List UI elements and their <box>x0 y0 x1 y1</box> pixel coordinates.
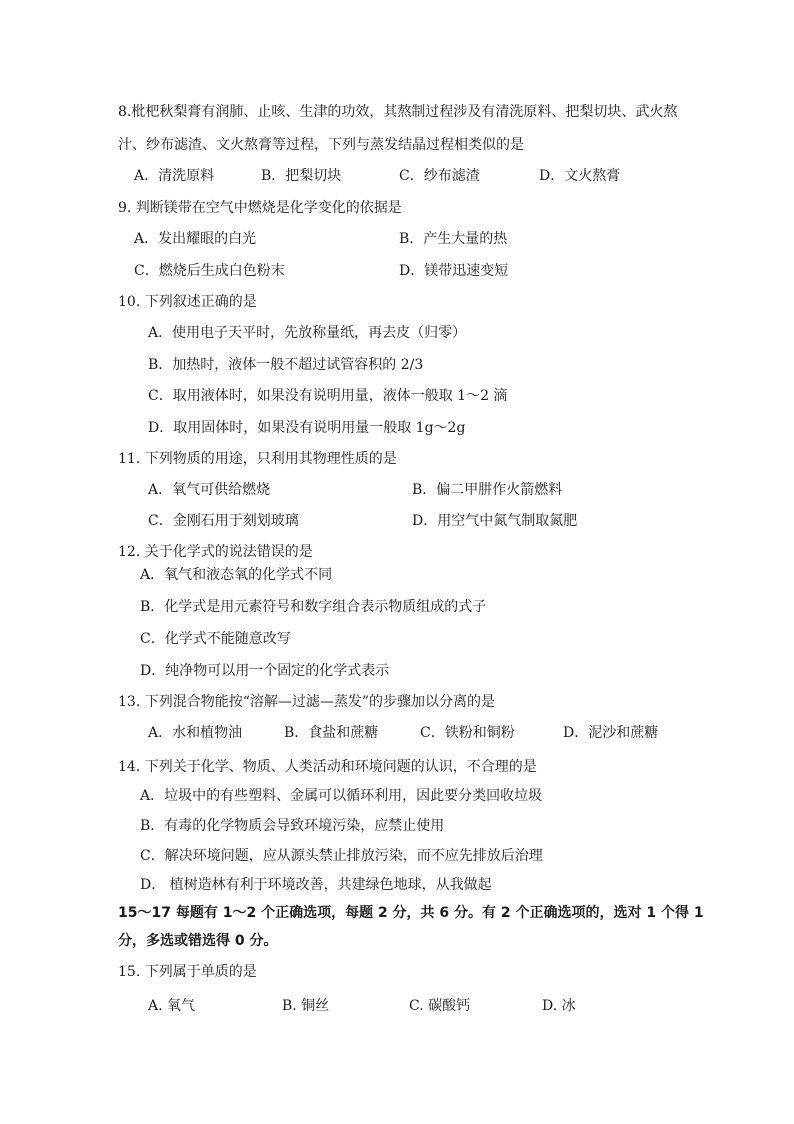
q12-option-c: C．化学式不能随意改写 <box>140 631 291 647</box>
q11-option-a: A．氧气可供给燃烧 <box>148 482 271 498</box>
q14-option-b: B．有毒的化学物质会导致环境污染，应禁止使用 <box>140 818 445 834</box>
q15-option-b: B. 铜丝 <box>282 998 330 1014</box>
q11-option-b: B．偏二甲肼作火箭燃料 <box>412 482 563 498</box>
q11-option-d: D．用空气中氮气制取氮肥 <box>412 513 578 529</box>
q15-stem: 15. 下列属于单质的是 <box>118 964 257 980</box>
q15-option-d: D. 冰 <box>542 998 576 1014</box>
q15-option-c: C. 碳酸钙 <box>409 998 471 1014</box>
q8-stem-line1: 8.枇杷秋梨膏有润肺、止咳、生津的功效，其熬制过程涉及有清洗原料、把梨切块、武火熬 <box>118 104 678 120</box>
q9-option-a: A．发出耀眼的白光 <box>134 231 257 247</box>
section-instruction-line1: 15～17 每题有 1～2 个正确选项，每题 2 分，共 6 分。有 2 个正确选项的，选对 1 个得 1 <box>118 905 704 921</box>
q8-option-a: A．清洗原料 <box>134 168 215 184</box>
q10-option-b: B．加热时，液体一般不超过试管容积的 2/3 <box>148 357 424 373</box>
q13-option-a: A．水和植物油 <box>148 725 243 741</box>
q9-stem: 9. 判断镁带在空气中燃烧是化学变化的依据是 <box>118 200 402 216</box>
q9-option-d: D．镁带迅速变短 <box>399 263 509 279</box>
q14-option-a: A．垃圾中的有些塑料、金属可以循环利用，因此要分类回收垃圾 <box>140 788 543 804</box>
q13-stem: 13. 下列混合物能按“溶解—过滤—蒸发”的步骤加以分离的是 <box>118 694 496 710</box>
q15-option-a: A. 氧气 <box>148 998 196 1014</box>
q11-stem: 11. 下列物质的用途，只利用其物理性质的是 <box>118 451 397 467</box>
q9-option-b: B．产生大量的热 <box>399 231 508 247</box>
q9-option-c: C．燃烧后生成白色粉末 <box>134 263 285 279</box>
q14-stem: 14. 下列关于化学、物质、人类活动和环境问题的认识，不合理的是 <box>118 759 537 775</box>
q12-option-b: B．化学式是用元素符号和数字组合表示物质组成的式子 <box>140 599 487 615</box>
q10-stem: 10. 下列叙述正确的是 <box>118 294 257 310</box>
q10-option-a: A．使用电子天平时，先放称量纸，再去皮（归零） <box>148 325 467 341</box>
q8-option-d: D．文火熬膏 <box>539 168 621 184</box>
q10-option-c: C．取用液体时，如果没有说明用量，液体一般取 1～2 滴 <box>148 388 508 404</box>
q13-option-c: C．铁粉和铜粉 <box>420 725 515 741</box>
q13-option-d: D．泥沙和蔗糖 <box>563 725 659 741</box>
section-instruction-line2: 分，多选或错选得 0 分。 <box>118 933 278 949</box>
q8-option-c: C．纱布滤渣 <box>399 168 480 184</box>
q14-option-d: D． 植树造林有利于环境改善，共建绿色地球，从我做起 <box>140 877 492 893</box>
q12-option-d: D．纯净物可以用一个固定的化学式表示 <box>140 663 390 679</box>
q8-stem-line2: 汁、纱布滤渣、文火熬膏等过程，下列与蒸发结晶过程相类似的是 <box>118 137 524 153</box>
q13-option-b: B．食盐和蔗糖 <box>284 725 379 741</box>
q10-option-d: D．取用固体时，如果没有说明用量一般取 1g～2g <box>148 420 466 436</box>
q8-option-b: B．把梨切块 <box>261 168 342 184</box>
q14-option-c: C．解决环境问题，应从源头禁止排放污染，而不应先排放后治理 <box>140 848 543 864</box>
q11-option-c: C．金刚石用于刻划玻璃 <box>148 513 299 529</box>
q12-stem: 12. 关于化学式的说法错误的是 <box>118 544 313 560</box>
q12-option-a: A．氧气和液态氧的化学式不同 <box>140 567 333 583</box>
